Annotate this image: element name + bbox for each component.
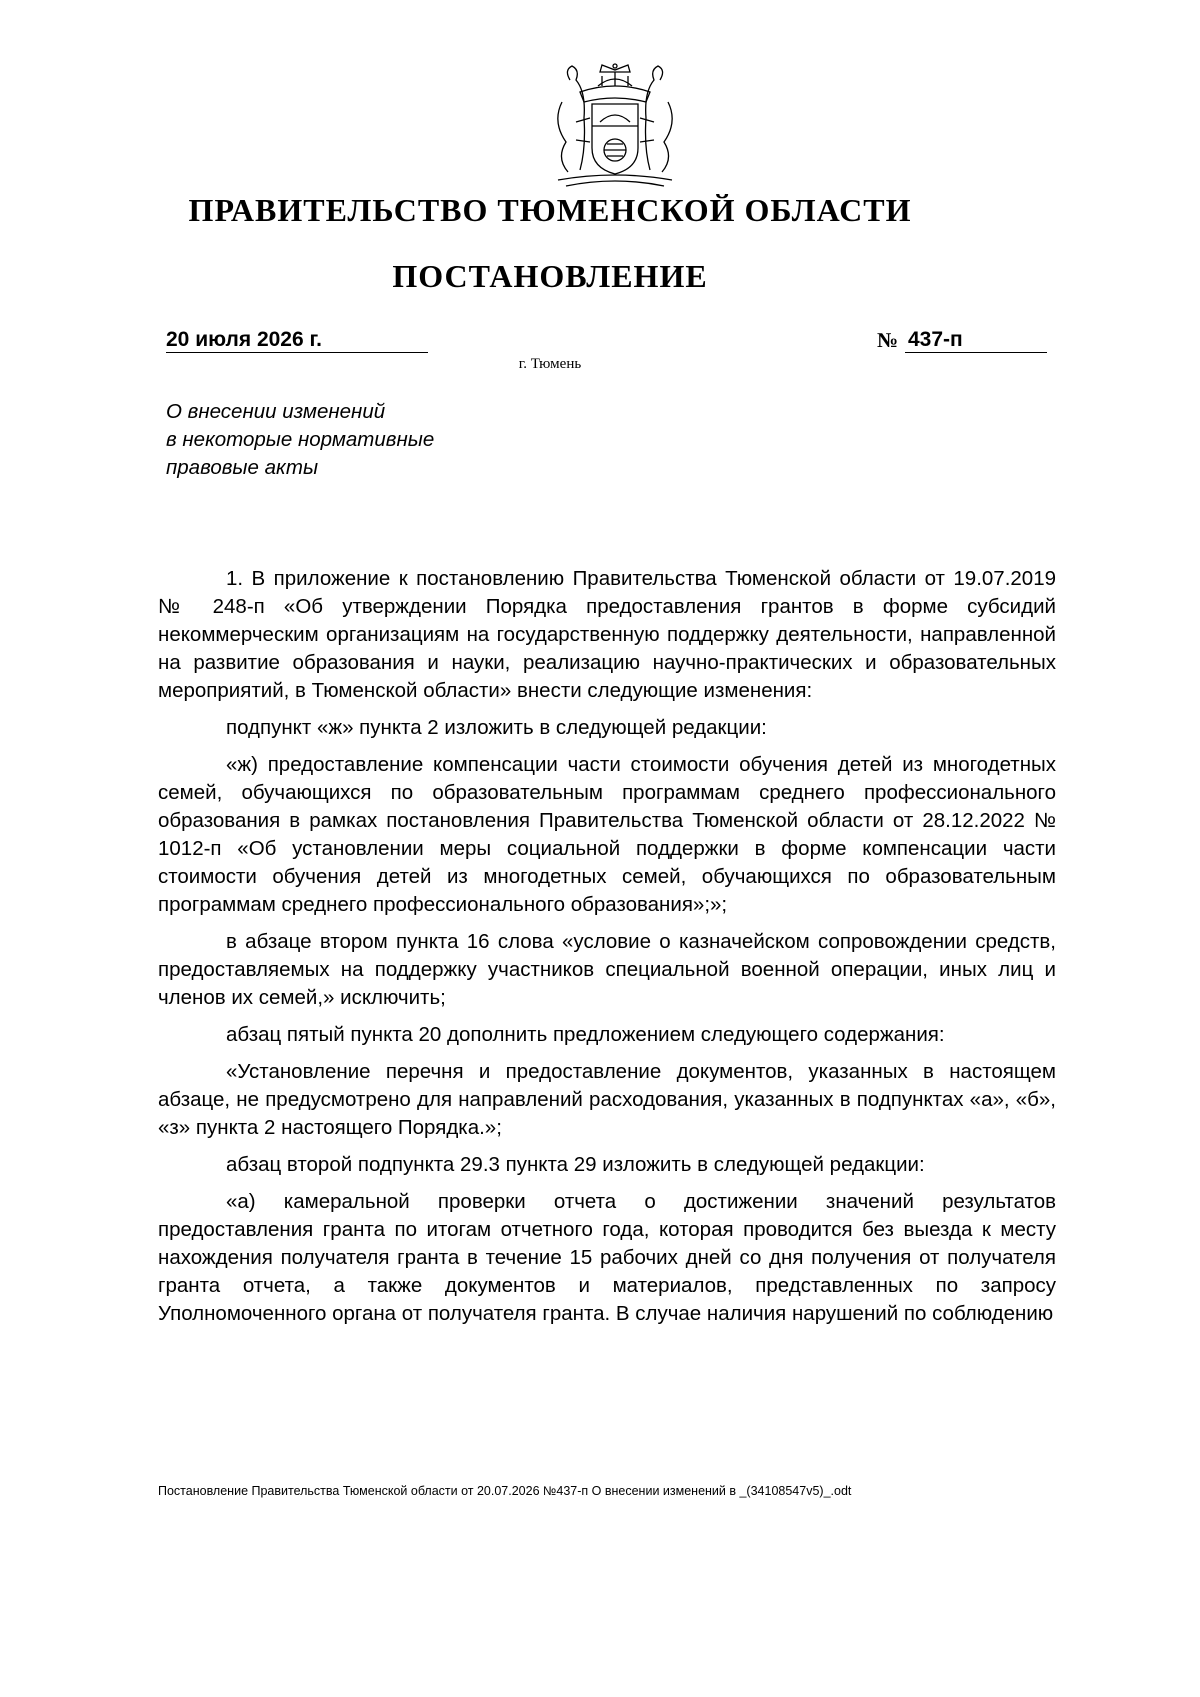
number-field (877, 328, 1047, 352)
body-paragraph: «Установление перечня и предоставление документов, указанных в настоящем абзаце, не предусмотрено для направлений расходования, указанных в подпунктах «а», «б», «з» пункта 2 настоящего Порядка.»; (158, 1060, 1056, 1139)
body-paragraph: абзац пятый пункта 20 дополнить предложением следующего содержания: (226, 1023, 945, 1046)
coat-of-arms-icon (540, 62, 690, 192)
number-sign: № (877, 328, 899, 352)
body-paragraph: подпункт «ж» пункта 2 изложить в следующей редакции: (226, 716, 767, 739)
number-underline (905, 328, 1047, 353)
body-paragraph: 1. В приложение к постановлению Правительства Тюменской области от 19.07.2019 № 248-п «Об утверждении Порядка предоставления грантов в форме субсидий некоммерческим организациям на государственную поддержку деятельности, направленной на развитие образования и науки, реализацию научно-практических и образовательных мероприятий, в Тюменской области» внести следующие изменения: (158, 567, 1056, 702)
document-subject (166, 398, 506, 482)
document-date: 20 июля 2026 г. (166, 328, 322, 351)
document-type-title: ПОСТАНОВЛЕНИЕ (392, 258, 708, 294)
subject-line: О внесении изменений (166, 400, 386, 423)
subject-line: в некоторые нормативные (166, 428, 435, 451)
city-label: г. Тюмень (518, 356, 582, 372)
subject-line: правовые акты (166, 456, 319, 479)
date-field (166, 328, 428, 353)
government-title: ПРАВИТЕЛЬСТВО ТЮМЕНСКОЙ ОБЛАСТИ (188, 192, 912, 228)
page-footer: Постановление Правительства Тюменской области от 20.07.2026 №437-п О внесении изменений в _(34108547v5)_.odt (158, 1484, 852, 1498)
document-number: 437-п (908, 328, 963, 351)
body-paragraph: в абзаце втором пункта 16 слова «условие о казначейском сопровождении средств, предоставляемых на поддержку участников специальной военной операции, иных лиц и членов их семей,» исключить; (158, 930, 1056, 1009)
body-paragraph: «ж) предоставление компенсации части стоимости обучения детей из многодетных семей, обучающихся по образовательным программам среднего профессионального образования в рамках постановления Правительства Тюменской области от 28.12.2022 № 1012-п «Об установлении меры социальной поддержки в форме компенсации части стоимости обучения детей из многодетных семей, обучающихся по образовательным программам среднего профессионального образования»;»; (158, 753, 1056, 916)
document-body (158, 565, 1056, 1337)
body-paragraph: абзац второй подпункта 29.3 пункта 29 изложить в следующей редакции: (226, 1153, 925, 1176)
body-paragraph: «а) камеральной проверки отчета о достижении значений результатов предоставления гранта по итогам отчетного года, которая проводится без выезда к месту нахождения получателя гранта в течение 15 рабочих дней со дня получения от получателя гранта отчета, а также документов и материалов, представленных по запросу Уполномоченного органа от получателя гранта. В случае наличия нарушений по соблюдению (158, 1190, 1056, 1325)
